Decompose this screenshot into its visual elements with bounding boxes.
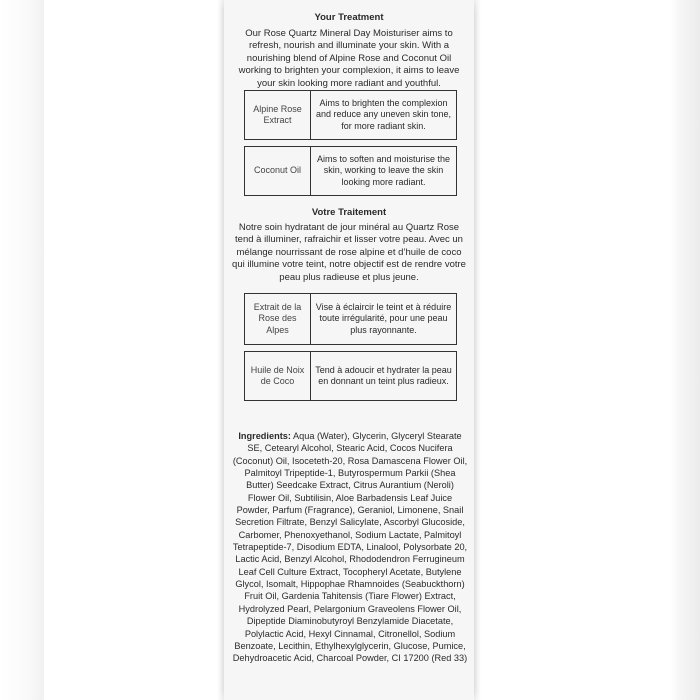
panel-shadow-left [217, 0, 224, 700]
heading-your-treatment: Your Treatment [314, 12, 384, 23]
background-right [670, 0, 700, 700]
intro-french: Notre soin hydratant de jour minéral au Quartz Rose tend à illuminer, rafraichir et lisser votre peau. Avec un mélange nourrissant de rose alpine et d’huile de coco qui illumine votre teint, notre objectif est de rendre votre peau plus radieuse et plus jeune. [232, 222, 466, 283]
ingredient-row-rose-des-alpes [244, 293, 457, 345]
ingredient-name: Huile de Noix de Coco [245, 352, 311, 400]
ingredient-row-alpine-rose [244, 90, 457, 140]
ingredients-label: Ingredients: [238, 431, 291, 441]
ingredient-benefit: Aims to soften and moisturise the skin, working to leave the skin looking more radiant. [316, 153, 451, 187]
panel-shadow-right [474, 0, 481, 700]
ingredients-list [232, 430, 468, 665]
ingredient-name: Alpine Rose Extract [245, 91, 311, 139]
background-left [0, 0, 44, 700]
ingredient-name: Coconut Oil [245, 147, 311, 195]
ingredient-row-huile-de-coco [244, 351, 457, 401]
intro-english: Our Rose Quartz Mineral Day Moisturiser aims to refresh, nourish and illuminate your skin. With a nourishing blend of Alpine Rose and Coconut Oil working to brighten your complexion, it aims to leave your skin looking more radiant and youthful. [238, 28, 460, 89]
ingredient-benefit: Aims to brighten the complexion and reduce any uneven skin tone, for more radiant skin. [315, 97, 452, 131]
ingredient-name: Extrait de la Rose des Alpes [245, 294, 311, 344]
ingredient-row-coconut-oil [244, 146, 457, 196]
heading-votre-traitement: Votre Traitement [311, 207, 387, 218]
ingredient-benefit: Vise à éclaircir le teint et à réduire toute irrégularité, pour une peau plus rayonnante. [315, 301, 452, 335]
ingredient-benefit: Tend à adoucir et hydrater la peau en donnant un teint plus radieux. [315, 364, 452, 386]
ingredients-text: Aqua (Water), Glycerin, Glyceryl Stearate SE, Cetearyl Alcohol, Stearic Acid, Cocos Nucifera (Coconut) Oil, Isoceteth-20, Rosa Damascena Flower Oil, Palmitoyl Tripeptide-1, Butyrospermum Parkii (Shea Butter) Seedcake Extract, Citrus Aurantium (Neroli) Flower Oil, Subtilisin, Aloe Barbadensis Leaf Juice Powder, Parfum (Fragrance), Geraniol, Limonene, Snail Secretion Filtrate, Benzyl Salicylate, Ascorbyl Glucoside, Carbomer, Phenoxyethanol, Sodium Lactate, Palmitoyl Tetrapeptide-7, Disodium EDTA, Linalool, Polysorbate 20, Lactic Acid, Benzyl Alcohol, Rhododendron Ferrugineum Leaf Cell Culture Extract, Tocopheryl Acetate, Butylene Glycol, Isomalt, Hippophae Rhamnoides (Seabuckthorn) Fruit Oil, Gardenia Tahitensis (Tiare Flower) Extract, Hydrolyzed Pearl, Pelargonium Graveolens Flower Oil, Dipeptide Diaminobutyroyl Benzylamide Diacetate, Polylactic Acid, Hexyl Cinnamal, Citronellol, Sodium Benzoate, Lecithin, Ethylhexylglycerin, Glucose, Pumice, Dehydroacetic Acid, Charcoal Powder, CI 17200 (Red 33) [232, 431, 468, 664]
